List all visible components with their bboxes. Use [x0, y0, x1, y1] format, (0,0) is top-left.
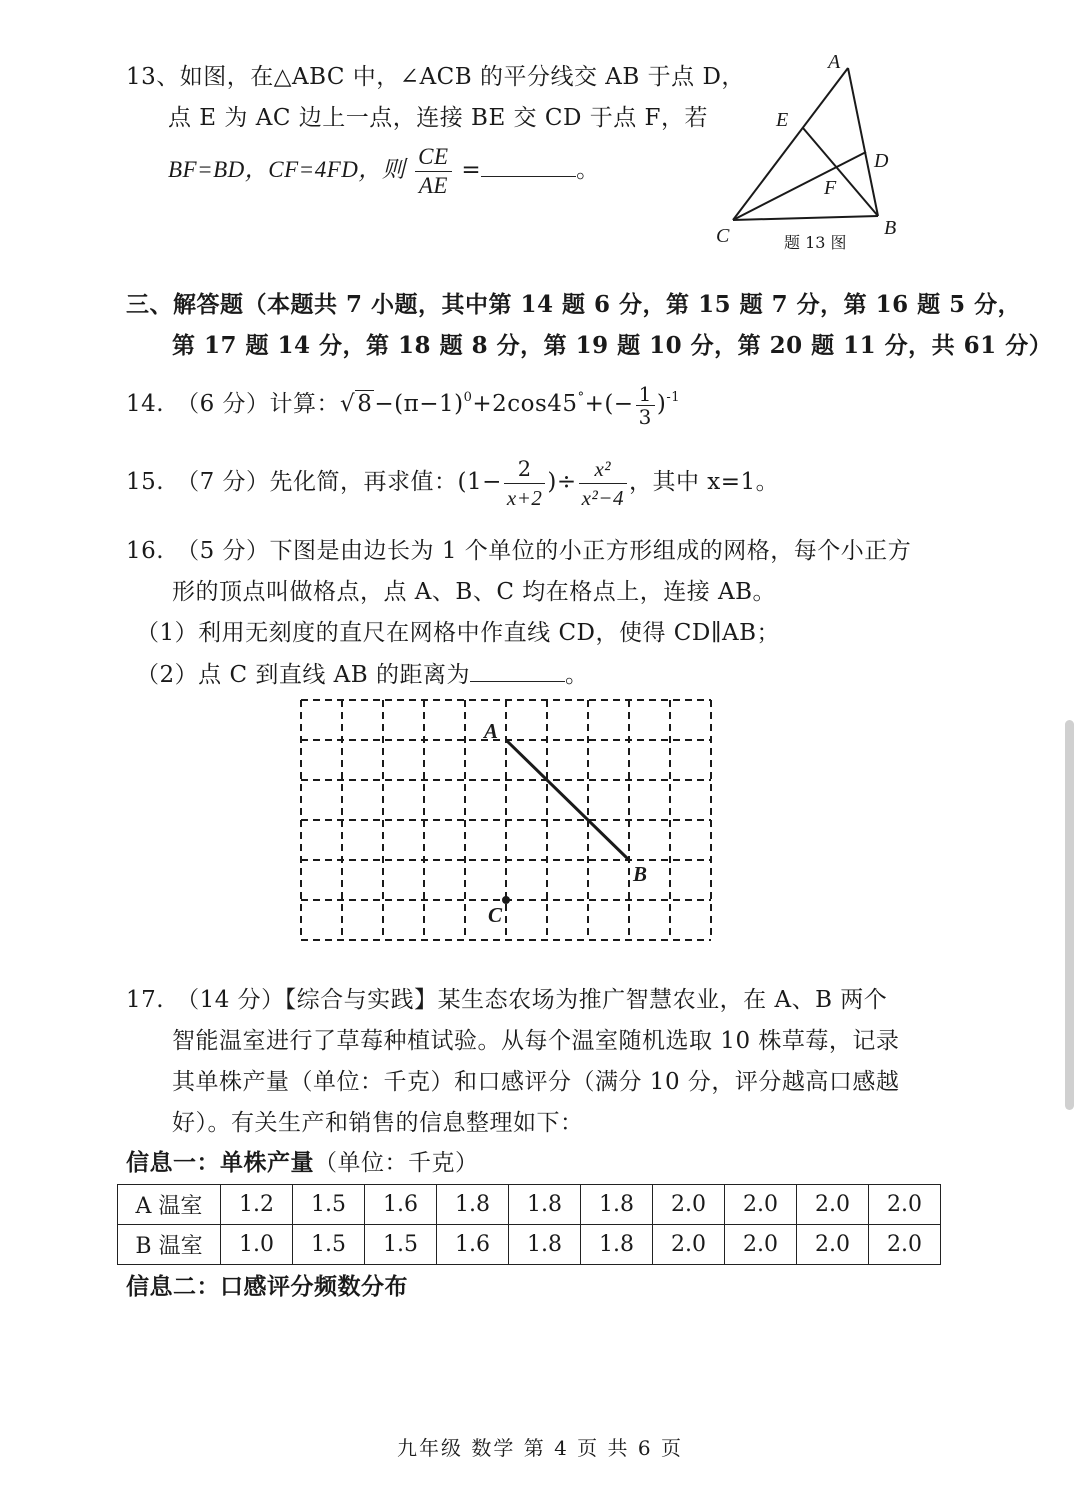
q13-condition: BF=BD，CF=4FD，则: [168, 157, 406, 182]
q14-fraction-numerator: 1: [636, 383, 655, 406]
table-cell: 1.8: [437, 1185, 509, 1225]
q14-sqrt-value: 8: [357, 391, 373, 417]
table-cell: 2.0: [725, 1185, 797, 1225]
q14-fraction-denominator: 3: [638, 404, 652, 429]
grid-label-b: B: [633, 862, 648, 886]
q17-line-3: 其单株产量（单位：千克）和口感评分（满分 10 分，评分越高口感越: [172, 1069, 900, 1095]
table-cell: 2.0: [725, 1225, 797, 1265]
q15-fraction-1-denominator: x+2: [506, 485, 543, 510]
section3-header-line-2: 第 17 题 14 分，第 18 题 8 分，第 19 题 10 分，第 20 题 11 分，共 61 分）: [172, 332, 1053, 359]
q16-part-2-text: （2）点 C 到直线 AB 的距离为: [136, 662, 470, 688]
table-cell: 2.0: [797, 1225, 869, 1265]
table-row: [118, 1225, 941, 1265]
page-footer: 九年级 数学 第 4 页 共 6 页: [397, 1436, 683, 1460]
q13-line-1: 13、如图，在△ABC 中，∠ACB 的平分线交 AB 于点 D，: [126, 64, 745, 90]
q16-line-1: 16. （5 分）下图是由边长为 1 个单位的小正方形组成的网格，每个小正方: [126, 538, 912, 564]
table-cell: 1.2: [221, 1185, 293, 1225]
q14-head: 14. （6 分）计算：: [126, 391, 341, 417]
table-cell: 1.5: [293, 1185, 365, 1225]
table-row: [118, 1185, 941, 1225]
q14: [126, 380, 680, 428]
yield-table: [117, 1184, 941, 1265]
q13-triangle-figure: [700, 48, 920, 258]
q14-exp0: 0: [463, 390, 473, 405]
table-cell: 1.5: [293, 1225, 365, 1265]
table-cell: 1.8: [509, 1225, 581, 1265]
table-cell: 2.0: [797, 1185, 869, 1225]
table-cell: 2.0: [653, 1225, 725, 1265]
q13-fraction: [415, 143, 451, 200]
section3-header-line-1: 三、解答题（本题共 7 小题，其中第 14 题 6 分，第 15 题 7 分，第 16 题 5 分，: [126, 291, 1022, 318]
table-cell: 1.6: [437, 1225, 509, 1265]
label-d: D: [874, 150, 889, 172]
q15-fraction-1: [504, 455, 546, 512]
label-f: F: [824, 177, 837, 199]
q14-exp-neg1: -1: [666, 390, 680, 405]
table-cell: 1.6: [365, 1185, 437, 1225]
table-cell: 2.0: [869, 1225, 941, 1265]
q15-tail: ，其中 x=1。: [628, 469, 780, 495]
q17-line-1: 17. （14 分）【综合与实践】某生态农场为推广智慧农业，在 A、B 两个: [126, 987, 888, 1013]
table-cell: 1.8: [581, 1185, 653, 1225]
segment-be: [803, 128, 878, 216]
q15-fraction-2-numerator: x²: [579, 455, 627, 484]
scrollbar[interactable]: [1065, 720, 1074, 1110]
q16-part-2: [136, 659, 589, 690]
table-cell: 2.0: [869, 1185, 941, 1225]
figure-13-caption: 题 13 图: [784, 233, 847, 252]
info-2-heading: 信息二：口感评分频数分布: [126, 1273, 408, 1300]
grid-label-a: A: [484, 719, 499, 743]
label-a: A: [828, 51, 841, 73]
q15-fraction-1-numerator: 2: [504, 455, 546, 484]
q16-answer-blank[interactable]: [470, 659, 565, 682]
table-cell: 1.8: [509, 1185, 581, 1225]
info-1-unit: （单位：千克）: [314, 1150, 479, 1176]
info-1-heading: [126, 1148, 479, 1178]
label-b: B: [884, 217, 897, 239]
q14-degree: °: [577, 390, 585, 405]
label-e: E: [776, 109, 789, 131]
q14-sqrt-sign: √: [340, 391, 356, 417]
q17-line-4: 好）。有关生产和销售的信息整理如下：: [172, 1110, 584, 1136]
q15-fraction-2-denominator: x²−4: [581, 485, 624, 510]
q13-end: 。: [576, 157, 600, 183]
row-header: B 温室: [118, 1225, 221, 1265]
q15: [126, 450, 779, 514]
segment-cd: [733, 152, 866, 220]
point-c-dot: [502, 896, 510, 904]
segment-ab: [506, 740, 629, 860]
q16-grid-figure[interactable]: [290, 690, 730, 950]
side-ab: [848, 68, 878, 216]
table-cell: 1.5: [365, 1225, 437, 1265]
q14-term-2: +2cos45: [472, 391, 578, 417]
q13-fraction-denominator: AE: [418, 172, 448, 198]
q14-term-3: +(−: [584, 391, 634, 417]
q13-fraction-numerator: CE: [415, 143, 451, 172]
q13-equals: =: [461, 157, 482, 183]
q15-divide: )÷: [547, 469, 577, 495]
row-header: A 温室: [118, 1185, 221, 1225]
q15-fraction-2: [579, 455, 627, 512]
q16-line-2: 形的顶点叫做格点，点 A、B、C 均在格点上，连接 AB。: [172, 579, 777, 605]
q16-part-1: （1）利用无刻度的直尺在网格中作直线 CD，使得 CD∥AB；: [136, 620, 780, 646]
q13-line-3: [168, 140, 600, 200]
q13-answer-blank[interactable]: [481, 154, 576, 177]
q14-fraction: [636, 383, 655, 428]
table-cell: 1.0: [221, 1225, 293, 1265]
q17-line-2: 智能温室进行了草莓种植试验。从每个温室随机选取 10 株草莓，记录: [172, 1028, 900, 1054]
table-cell: 2.0: [653, 1185, 725, 1225]
side-cb: [733, 216, 878, 220]
q14-term: −(π−1): [374, 391, 464, 417]
info-1-title: 信息一：单株产量: [126, 1149, 314, 1176]
q13-line-2: 点 E 为 AC 边上一点，连接 BE 交 CD 于点 F，若: [168, 105, 708, 131]
q16-part-2-end: 。: [565, 662, 589, 688]
q14-close: ): [656, 391, 667, 417]
label-c: C: [716, 225, 730, 247]
q15-head: 15. （7 分）先化简，再求值：(1−: [126, 469, 502, 495]
grid-label-c: C: [488, 903, 503, 927]
table-cell: 1.8: [581, 1225, 653, 1265]
